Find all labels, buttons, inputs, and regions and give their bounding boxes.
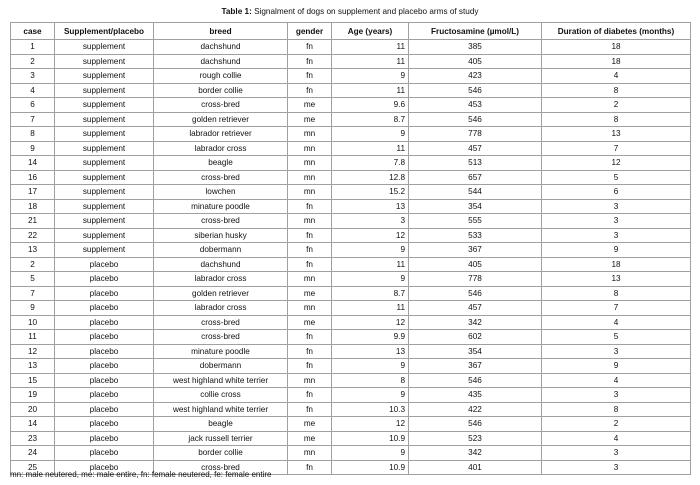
cell-duration: 3	[542, 228, 691, 243]
cell-duration: 12	[542, 156, 691, 171]
cell-gender: fn	[288, 199, 332, 214]
table-row	[11, 257, 691, 272]
cell-fructosamine: 385	[409, 40, 542, 55]
header-duration: Duration of diabetes (months)	[542, 23, 691, 40]
cell-duration: 3	[542, 446, 691, 461]
cell-case: 16	[11, 170, 55, 185]
table-row	[11, 272, 691, 287]
cell-gender: me	[288, 431, 332, 446]
cell-age: 13	[332, 199, 409, 214]
cell-arm: placebo	[55, 286, 154, 301]
cell-case: 2	[11, 54, 55, 69]
cell-fructosamine: 544	[409, 185, 542, 200]
cell-gender: fn	[288, 257, 332, 272]
cell-case: 19	[11, 388, 55, 403]
cell-fructosamine: 546	[409, 373, 542, 388]
cell-age: 12	[332, 417, 409, 432]
cell-duration: 13	[542, 127, 691, 142]
cell-duration: 9	[542, 359, 691, 374]
cell-age: 10.9	[332, 431, 409, 446]
cell-case: 11	[11, 330, 55, 345]
cell-arm: supplement	[55, 141, 154, 156]
table-row	[11, 359, 691, 374]
cell-duration: 4	[542, 373, 691, 388]
cell-age: 9.9	[332, 330, 409, 345]
header-breed: breed	[154, 23, 288, 40]
table-row	[11, 214, 691, 229]
cell-breed: dachshund	[154, 257, 288, 272]
cell-breed: labrador cross	[154, 272, 288, 287]
table-row	[11, 243, 691, 258]
table-body	[11, 40, 691, 475]
table-caption-text: Signalment of dogs on supplement and placebo arms of study	[251, 7, 479, 16]
cell-age: 8	[332, 373, 409, 388]
cell-arm: supplement	[55, 112, 154, 127]
cell-gender: mn	[288, 446, 332, 461]
cell-fructosamine: 546	[409, 417, 542, 432]
cell-fructosamine: 602	[409, 330, 542, 345]
cell-arm: placebo	[55, 417, 154, 432]
cell-age: 11	[332, 257, 409, 272]
table-row	[11, 156, 691, 171]
cell-gender: fn	[288, 402, 332, 417]
cell-gender: mn	[288, 272, 332, 287]
cell-age: 7.8	[332, 156, 409, 171]
cell-breed: cross-bred	[154, 315, 288, 330]
cell-arm: placebo	[55, 402, 154, 417]
table-row	[11, 98, 691, 113]
header-fructosamine: Fructosamine (µmol/L)	[409, 23, 542, 40]
table-row	[11, 127, 691, 142]
cell-fructosamine: 342	[409, 315, 542, 330]
cell-gender: fn	[288, 388, 332, 403]
cell-case: 24	[11, 446, 55, 461]
cell-breed: jack russell terrier	[154, 431, 288, 446]
cell-breed: minature poodle	[154, 199, 288, 214]
cell-arm: supplement	[55, 199, 154, 214]
cell-breed: beagle	[154, 417, 288, 432]
cell-age: 12	[332, 315, 409, 330]
table-row	[11, 83, 691, 98]
cell-breed: cross-bred	[154, 214, 288, 229]
cell-gender: fn	[288, 460, 332, 475]
cell-age: 9	[332, 243, 409, 258]
cell-breed: border collie	[154, 83, 288, 98]
cell-arm: placebo	[55, 330, 154, 345]
cell-breed: siberian husky	[154, 228, 288, 243]
footnote: mn: male neutered, me: male entire, fn: female neutered, fe: female entire	[10, 470, 272, 479]
cell-case: 10	[11, 315, 55, 330]
cell-gender: mn	[288, 214, 332, 229]
cell-arm: placebo	[55, 301, 154, 316]
cell-arm: placebo	[55, 359, 154, 374]
cell-age: 9	[332, 127, 409, 142]
cell-fructosamine: 657	[409, 170, 542, 185]
cell-duration: 8	[542, 83, 691, 98]
cell-gender: me	[288, 98, 332, 113]
cell-case: 23	[11, 431, 55, 446]
cell-gender: fn	[288, 359, 332, 374]
cell-duration: 18	[542, 40, 691, 55]
table-row	[11, 170, 691, 185]
cell-case: 12	[11, 344, 55, 359]
cell-duration: 8	[542, 402, 691, 417]
cell-breed: dachshund	[154, 40, 288, 55]
cell-case: 14	[11, 156, 55, 171]
cell-gender: mn	[288, 141, 332, 156]
cell-age: 9	[332, 272, 409, 287]
cell-arm: placebo	[55, 431, 154, 446]
cell-age: 9	[332, 446, 409, 461]
cell-case: 22	[11, 228, 55, 243]
header-row	[11, 23, 691, 40]
cell-fructosamine: 367	[409, 243, 542, 258]
cell-fructosamine: 423	[409, 69, 542, 84]
cell-breed: labrador cross	[154, 141, 288, 156]
table-row	[11, 54, 691, 69]
cell-gender: me	[288, 112, 332, 127]
cell-fructosamine: 354	[409, 199, 542, 214]
cell-case: 18	[11, 199, 55, 214]
cell-duration: 13	[542, 272, 691, 287]
cell-age: 9.6	[332, 98, 409, 113]
cell-gender: fn	[288, 69, 332, 84]
table-row	[11, 228, 691, 243]
cell-arm: supplement	[55, 214, 154, 229]
cell-breed: labrador retriever	[154, 127, 288, 142]
cell-duration: 5	[542, 330, 691, 345]
cell-duration: 2	[542, 417, 691, 432]
cell-age: 12	[332, 228, 409, 243]
cell-duration: 18	[542, 54, 691, 69]
cell-breed: golden retriever	[154, 112, 288, 127]
table-caption-label: Table 1:	[221, 7, 252, 16]
cell-breed: labrador cross	[154, 301, 288, 316]
cell-age: 8.7	[332, 112, 409, 127]
cell-duration: 8	[542, 112, 691, 127]
cell-arm: supplement	[55, 40, 154, 55]
cell-duration: 8	[542, 286, 691, 301]
cell-breed: cross-bred	[154, 170, 288, 185]
cell-case: 6	[11, 98, 55, 113]
cell-age: 10.3	[332, 402, 409, 417]
cell-fructosamine: 401	[409, 460, 542, 475]
cell-fructosamine: 457	[409, 301, 542, 316]
table-row	[11, 417, 691, 432]
cell-arm: supplement	[55, 127, 154, 142]
cell-duration: 6	[542, 185, 691, 200]
cell-fructosamine: 546	[409, 83, 542, 98]
cell-breed: beagle	[154, 156, 288, 171]
cell-arm: placebo	[55, 460, 154, 475]
cell-case: 13	[11, 243, 55, 258]
cell-breed: dobermann	[154, 243, 288, 258]
table-row	[11, 330, 691, 345]
cell-arm: supplement	[55, 156, 154, 171]
cell-case: 2	[11, 257, 55, 272]
cell-gender: fn	[288, 228, 332, 243]
cell-arm: placebo	[55, 373, 154, 388]
cell-duration: 9	[542, 243, 691, 258]
cell-fructosamine: 457	[409, 141, 542, 156]
cell-case: 8	[11, 127, 55, 142]
cell-case: 13	[11, 359, 55, 374]
cell-breed: golden retriever	[154, 286, 288, 301]
cell-fructosamine: 405	[409, 257, 542, 272]
cell-fructosamine: 367	[409, 359, 542, 374]
cell-case: 7	[11, 286, 55, 301]
cell-fructosamine: 555	[409, 214, 542, 229]
cell-arm: supplement	[55, 98, 154, 113]
cell-duration: 5	[542, 170, 691, 185]
cell-fructosamine: 546	[409, 286, 542, 301]
cell-gender: mn	[288, 170, 332, 185]
cell-gender: fn	[288, 54, 332, 69]
cell-duration: 4	[542, 315, 691, 330]
cell-breed: west highland white terrier	[154, 402, 288, 417]
table-row	[11, 286, 691, 301]
cell-gender: mn	[288, 127, 332, 142]
cell-duration: 7	[542, 301, 691, 316]
cell-age: 9	[332, 359, 409, 374]
cell-age: 12.8	[332, 170, 409, 185]
cell-fructosamine: 513	[409, 156, 542, 171]
table-row	[11, 40, 691, 55]
cell-duration: 4	[542, 69, 691, 84]
cell-breed: dobermann	[154, 359, 288, 374]
cell-breed: minature poodle	[154, 344, 288, 359]
cell-arm: supplement	[55, 243, 154, 258]
cell-gender: fn	[288, 330, 332, 345]
table-row	[11, 69, 691, 84]
header-age: Age (years)	[332, 23, 409, 40]
cell-age: 9	[332, 388, 409, 403]
table-row	[11, 141, 691, 156]
header-arm: Supplement/placebo	[55, 23, 154, 40]
cell-duration: 4	[542, 431, 691, 446]
cell-arm: supplement	[55, 83, 154, 98]
cell-duration: 3	[542, 199, 691, 214]
table-row	[11, 199, 691, 214]
cell-age: 11	[332, 141, 409, 156]
cell-age: 15.2	[332, 185, 409, 200]
cell-arm: placebo	[55, 272, 154, 287]
cell-case: 1	[11, 40, 55, 55]
cell-gender: me	[288, 315, 332, 330]
cell-breed: cross-bred	[154, 460, 288, 475]
cell-age: 13	[332, 344, 409, 359]
cell-gender: mn	[288, 156, 332, 171]
cell-case: 9	[11, 301, 55, 316]
cell-fructosamine: 546	[409, 112, 542, 127]
cell-arm: placebo	[55, 446, 154, 461]
cell-duration: 7	[542, 141, 691, 156]
cell-duration: 2	[542, 98, 691, 113]
cell-age: 11	[332, 301, 409, 316]
cell-age: 9	[332, 69, 409, 84]
cell-case: 7	[11, 112, 55, 127]
table-row	[11, 315, 691, 330]
cell-fructosamine: 533	[409, 228, 542, 243]
cell-arm: placebo	[55, 257, 154, 272]
cell-arm: supplement	[55, 54, 154, 69]
cell-fructosamine: 778	[409, 272, 542, 287]
cell-fructosamine: 405	[409, 54, 542, 69]
cell-case: 14	[11, 417, 55, 432]
cell-gender: me	[288, 417, 332, 432]
cell-case: 15	[11, 373, 55, 388]
cell-breed: cross-bred	[154, 330, 288, 345]
table-row	[11, 431, 691, 446]
cell-fructosamine: 778	[409, 127, 542, 142]
cell-fructosamine: 422	[409, 402, 542, 417]
cell-case: 25	[11, 460, 55, 475]
cell-age: 11	[332, 40, 409, 55]
cell-gender: fn	[288, 344, 332, 359]
cell-breed: west highland white terrier	[154, 373, 288, 388]
cell-case: 3	[11, 69, 55, 84]
cell-gender: fn	[288, 83, 332, 98]
table-caption	[0, 7, 700, 16]
cell-age: 8.7	[332, 286, 409, 301]
cell-breed: border collie	[154, 446, 288, 461]
table-row	[11, 112, 691, 127]
cell-fructosamine: 342	[409, 446, 542, 461]
table-row	[11, 446, 691, 461]
cell-case: 20	[11, 402, 55, 417]
cell-arm: supplement	[55, 185, 154, 200]
cell-case: 9	[11, 141, 55, 156]
cell-case: 17	[11, 185, 55, 200]
cell-breed: collie cross	[154, 388, 288, 403]
cell-age: 10.9	[332, 460, 409, 475]
cell-case: 5	[11, 272, 55, 287]
cell-arm: supplement	[55, 228, 154, 243]
cell-gender: me	[288, 286, 332, 301]
cell-case: 21	[11, 214, 55, 229]
cell-duration: 18	[542, 257, 691, 272]
cell-breed: rough collie	[154, 69, 288, 84]
cell-fructosamine: 523	[409, 431, 542, 446]
cell-breed: lowchen	[154, 185, 288, 200]
cell-duration: 3	[542, 344, 691, 359]
cell-gender: mn	[288, 373, 332, 388]
table-row	[11, 301, 691, 316]
cell-arm: placebo	[55, 344, 154, 359]
cell-age: 11	[332, 83, 409, 98]
cell-gender: fn	[288, 243, 332, 258]
cell-gender: fn	[288, 40, 332, 55]
table-row	[11, 185, 691, 200]
cell-duration: 3	[542, 388, 691, 403]
cell-fructosamine: 435	[409, 388, 542, 403]
cell-duration: 3	[542, 214, 691, 229]
cell-gender: mn	[288, 185, 332, 200]
cell-fructosamine: 354	[409, 344, 542, 359]
table-row	[11, 344, 691, 359]
cell-arm: placebo	[55, 388, 154, 403]
cell-gender: mn	[288, 301, 332, 316]
cell-fructosamine: 453	[409, 98, 542, 113]
cell-breed: dachshund	[154, 54, 288, 69]
cell-arm: supplement	[55, 170, 154, 185]
table-row	[11, 402, 691, 417]
signalment-table	[10, 22, 691, 475]
header-case: case	[11, 23, 55, 40]
header-gender: gender	[288, 23, 332, 40]
cell-arm: supplement	[55, 69, 154, 84]
cell-age: 3	[332, 214, 409, 229]
table-row	[11, 388, 691, 403]
table-row	[11, 373, 691, 388]
cell-case: 4	[11, 83, 55, 98]
cell-breed: cross-bred	[154, 98, 288, 113]
cell-duration: 3	[542, 460, 691, 475]
cell-age: 11	[332, 54, 409, 69]
cell-arm: placebo	[55, 315, 154, 330]
